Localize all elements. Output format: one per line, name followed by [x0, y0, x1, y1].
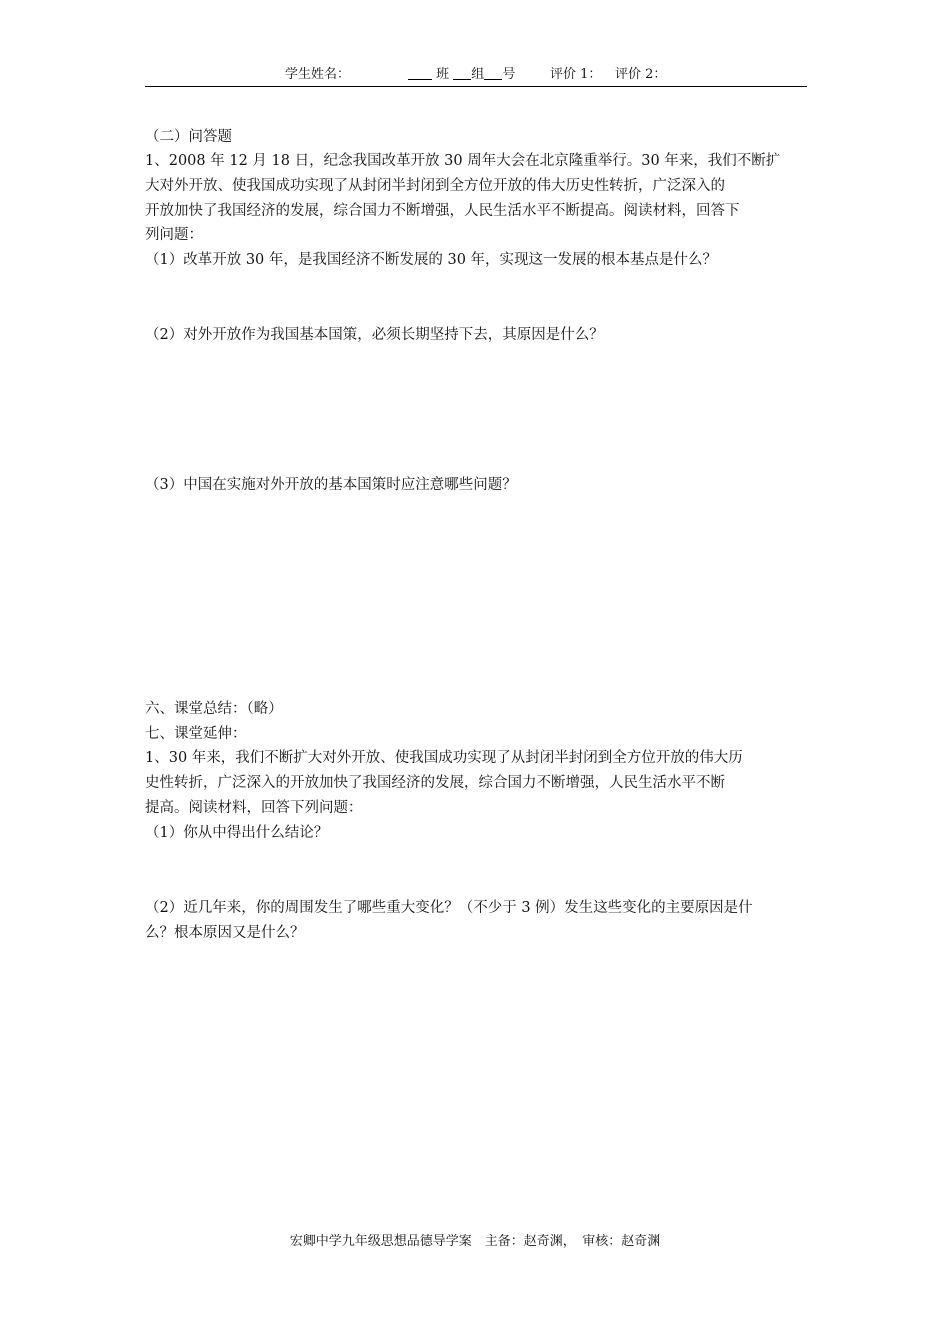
- group-blank[interactable]: [453, 65, 471, 80]
- s2-q1-sub3: （3）中国在实施对外开放的基本国策时应注意哪些问题？: [145, 477, 517, 493]
- eval1-label: 评价 1：: [550, 67, 602, 82]
- page-header: [145, 64, 807, 87]
- eval2-label: 评价 2：: [615, 67, 667, 82]
- s2-q1-line-1: 1、2008 年 12 月 18 日，纪念我国改革开放 30 周年大会在北京隆重举行。30 年来，我们不断扩: [145, 153, 781, 169]
- page-footer: 宏卿中学九年级思想品德导学案 主备：赵奇渊， 审核：赵奇渊: [289, 1234, 661, 1249]
- s7-q1-line-2: 史性转折，广泛深入的开放加快了我国经济的发展，综合国力不断增强，人民生活水平不断: [145, 775, 725, 791]
- s2-q1-line-2: 大对外开放、使我国成功实现了从封闭半封闭到全方位开放的伟大历史性转折，广泛深入的: [145, 178, 725, 194]
- s2-q1-line-4: 列问题：: [145, 227, 203, 243]
- s7-q1-line-1: 1、30 年来，我们不断扩大对外开放、使我国成功实现了从封闭半封闭到全方位开放的伟大历: [145, 750, 743, 766]
- s2-q1-sub1: （1）改革开放 30 年，是我国经济不断发展的 30 年，实现这一发展的根本基点是什么？: [145, 252, 718, 268]
- s7-q1-sub1: （1）你从中得出什么结论？: [145, 825, 329, 841]
- section6-title: 六、课堂总结：（略）: [145, 701, 283, 717]
- s7-q1-sub2-line-2: 么？根本原因又是什么？: [145, 925, 305, 941]
- s2-q1-line-3: 开放加快了我国经济的发展，综合国力不断增强，人民生活水平不断提高。阅读材料，回答下: [145, 203, 740, 219]
- student-name-label: 学生姓名：: [285, 67, 351, 82]
- class-label: 班: [436, 67, 450, 82]
- number-label: 号: [502, 67, 516, 82]
- class-blank[interactable]: [408, 65, 432, 80]
- section7-title: 七、课堂延伸：: [145, 726, 247, 742]
- number-blank[interactable]: [484, 65, 502, 80]
- s7-q1-line-3: 提高。阅读材料，回答下列问题：: [145, 800, 363, 816]
- group-label: 组: [471, 67, 485, 82]
- s7-q1-sub2-line-1: （2）近几年来，你的周围发生了哪些重大变化？（不少于 3 例）发生这些变化的主要原因是什: [145, 900, 753, 916]
- class-group-number: [408, 64, 515, 86]
- s2-q1-sub2: （2）对外开放作为我国基本国策，必须长期坚持下去，其原因是什么？: [145, 327, 604, 343]
- section2-title: （二）问答题: [145, 129, 232, 145]
